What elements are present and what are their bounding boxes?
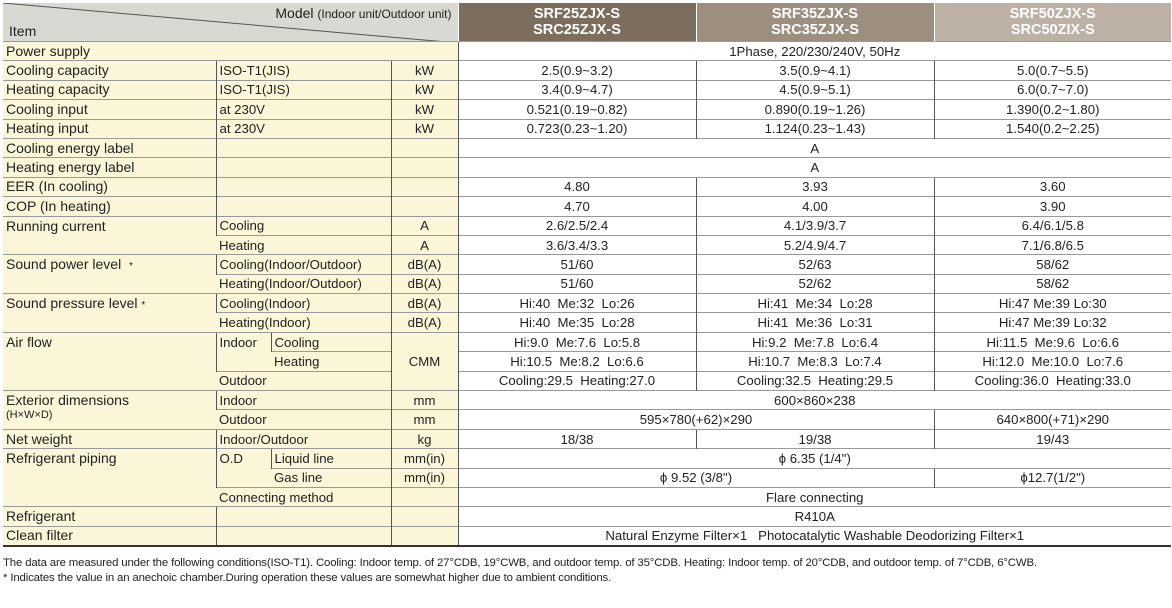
row-label: Refrigerant piping — [3, 449, 216, 507]
footnote-conditions: The data are measured under the following conditions(ISO-T1). Cooling: Indoor temp. of 27°CDB, 19°CWB, and outdoor temp. of 35°CDB. Heating: Indoor temp. of 20°CDB, and outdoor temp. of 7°CDB, 6°CWB. — [3, 557, 1037, 569]
model-column-2: SRF35ZJX-S SRC35ZJX-S — [696, 3, 934, 42]
cell-value: 3.5(0.9~4.1) — [696, 61, 934, 80]
table-row-heating-input — [3, 119, 1171, 138]
table-row-cooling-energy-label — [3, 138, 1171, 157]
row-label: Air flow — [3, 332, 216, 390]
row-condition: Heating(Indoor/Outdoor) — [216, 274, 391, 293]
empty-cell — [391, 177, 458, 196]
cell-value: 18/38 — [458, 429, 696, 448]
cell-value: 58/62 — [934, 255, 1171, 274]
row-label: Cooling input — [3, 100, 216, 119]
row-unit: kW — [391, 80, 458, 99]
cell-value: 3.6/3.4/3.3 — [458, 235, 696, 254]
table-row-running-current-cooling — [3, 216, 1171, 235]
empty-cell — [391, 197, 458, 216]
table-row-cooling-input — [3, 100, 1171, 119]
row-label: Cooling energy label — [3, 138, 216, 157]
row-label: Cooling capacity — [3, 61, 216, 80]
row-label: COP (In heating) — [3, 197, 216, 216]
row-subcondition: Cooling — [271, 332, 391, 351]
table-row-piping-liquid — [3, 449, 1171, 468]
cell-value: 51/60 — [458, 255, 696, 274]
cell-value: Hi:10.5 Me:8.2 Lo:6.6 — [458, 352, 696, 371]
cell-value: A — [458, 158, 1171, 177]
cell-value: 3.4(0.9~4.7) — [458, 80, 696, 99]
model-header: Model (Indoor unit/Outdoor unit) — [275, 5, 452, 21]
row-condition: Connecting method — [216, 487, 391, 506]
cell-value: 5.2/4.9/4.7 — [696, 235, 934, 254]
row-condition: Heating — [216, 235, 391, 254]
cell-value: Hi:41 Me:36 Lo:31 — [696, 313, 934, 332]
cell-value: Hi:47 Me:39 Lo:32 — [934, 313, 1171, 332]
cell-value: 4.00 — [696, 197, 934, 216]
cell-value: 3.90 — [934, 197, 1171, 216]
header-row — [3, 3, 1171, 42]
table-row-eer — [3, 177, 1171, 196]
cell-value: Hi:40 Me:35 Lo:28 — [458, 313, 696, 332]
row-subcondition: Gas line — [271, 468, 391, 487]
row-unit: mm — [391, 391, 458, 410]
row-unit: A — [391, 235, 458, 254]
cell-value: 52/63 — [696, 255, 934, 274]
cell-value: 1.390(0.2~1.80) — [934, 100, 1171, 119]
row-unit: dB(A) — [391, 255, 458, 274]
cell-value: Hi:11.5 Me:9.6 Lo:6.6 — [934, 332, 1171, 351]
cell-value: Hi:41 Me:34 Lo:28 — [696, 294, 934, 313]
table-row-heating-energy-label — [3, 158, 1171, 177]
row-label: Running current — [3, 216, 216, 255]
row-unit: mm(in) — [391, 468, 458, 487]
row-condition: O.D — [216, 449, 271, 488]
model-column-1: SRF25ZJX-S SRC25ZJX-S — [458, 3, 696, 42]
empty-cell — [216, 177, 391, 196]
cell-value: Flare connecting — [458, 487, 1171, 506]
row-condition: at 230V — [216, 100, 391, 119]
cell-value: Hi:47 Me:39 Lo:30 — [934, 294, 1171, 313]
cell-value: ϕ12.7(1/2") — [934, 468, 1171, 487]
cell-value: 58/62 — [934, 274, 1171, 293]
empty-cell — [216, 138, 391, 157]
table-row-power-supply — [3, 42, 1171, 61]
table-row-refrigerant — [3, 507, 1171, 526]
spec-table — [3, 3, 1171, 547]
cell-value: Hi:12.0 Me:10.0 Lo:7.6 — [934, 352, 1171, 371]
row-unit: dB(A) — [391, 294, 458, 313]
cell-value: Hi:9.0 Me:7.6 Lo:5.8 — [458, 332, 696, 351]
cell-value: 1Phase, 220/230/240V, 50Hz — [458, 42, 1171, 61]
table-row-air-flow-cooling — [3, 332, 1171, 351]
row-condition: ISO-T1(JIS) — [216, 61, 391, 80]
row-unit: mm(in) — [391, 449, 458, 468]
row-label: Power supply — [3, 42, 458, 61]
row-condition: Cooling(Indoor/Outdoor) — [216, 255, 391, 274]
cell-value: 2.6/2.5/2.4 — [458, 216, 696, 235]
cell-value: 3.60 — [934, 177, 1171, 196]
row-condition: Indoor — [216, 332, 271, 371]
row-subcondition: Liquid line — [271, 449, 391, 468]
row-unit: CMM — [391, 332, 458, 390]
table-row-net-weight — [3, 429, 1171, 448]
cell-value: A — [458, 138, 1171, 157]
row-condition: Cooling(Indoor) — [216, 294, 391, 313]
row-condition: Cooling — [216, 216, 391, 235]
cell-value: 52/62 — [696, 274, 934, 293]
table-row-sound-power-cooling — [3, 255, 1171, 274]
cell-value: ϕ 6.35 (1/4") — [458, 449, 1171, 468]
cell-value: 1.540(0.2~2.25) — [934, 119, 1171, 138]
row-condition: Outdoor — [216, 371, 391, 390]
cell-value: 6.4/6.1/5.8 — [934, 216, 1171, 235]
empty-cell — [216, 526, 391, 546]
cell-value: 19/43 — [934, 429, 1171, 448]
row-label: Heating energy label — [3, 158, 216, 177]
table-row-clean-filter — [3, 526, 1171, 546]
row-unit: A — [391, 216, 458, 235]
row-subcondition: Heating — [271, 352, 391, 371]
cell-value: Cooling:29.5 Heating:27.0 — [458, 371, 696, 390]
cell-value: 0.723(0.23~1.20) — [458, 119, 696, 138]
cell-value: 3.93 — [696, 177, 934, 196]
cell-value: Hi:10.7 Me:8.3 Lo:7.4 — [696, 352, 934, 371]
header-corner-cell — [3, 3, 458, 42]
row-unit: mm — [391, 410, 458, 429]
table-row-cop — [3, 197, 1171, 216]
row-condition: Outdoor — [216, 410, 391, 429]
empty-cell — [391, 138, 458, 157]
empty-cell — [216, 158, 391, 177]
row-unit: kW — [391, 100, 458, 119]
table-row-sound-pressure-cooling — [3, 294, 1171, 313]
cell-value: 0.521(0.19~0.82) — [458, 100, 696, 119]
row-condition: at 230V — [216, 119, 391, 138]
cell-value: 4.80 — [458, 177, 696, 196]
empty-cell — [216, 507, 391, 526]
cell-value: 595×780(+62)×290 — [458, 410, 934, 429]
row-label: Sound power level * — [3, 255, 216, 294]
cell-value: 6.0(0.7~7.0) — [934, 80, 1171, 99]
row-unit: dB(A) — [391, 274, 458, 293]
cell-value: R410A — [458, 507, 1171, 526]
cell-value: 4.70 — [458, 197, 696, 216]
footnote-anechoic: * Indicates the value in an anechoic chamber.During operation these values are somewhat higher due to ambient conditions. — [3, 572, 612, 584]
cell-value: 640×800(+71)×290 — [934, 410, 1171, 429]
cell-value: 4.1/3.9/3.7 — [696, 216, 934, 235]
row-label: EER (In cooling) — [3, 177, 216, 196]
cell-value: 0.890(0.19~1.26) — [696, 100, 934, 119]
row-label: Sound pressure level * — [3, 294, 216, 333]
row-label: Clean filter — [3, 526, 216, 546]
row-label: Heating input — [3, 119, 216, 138]
cell-value: 4.5(0.9~5.1) — [696, 80, 934, 99]
empty-cell — [391, 487, 458, 506]
row-label: Heating capacity — [3, 80, 216, 99]
table-row-cooling-capacity — [3, 61, 1171, 80]
cell-value: Natural Enzyme Filter×1 Photocatalytic Washable Deodorizing Filter×1 — [458, 526, 1171, 546]
table-row-heating-capacity — [3, 80, 1171, 99]
row-unit: dB(A) — [391, 313, 458, 332]
row-label: Refrigerant — [3, 507, 216, 526]
cell-value: 2.5(0.9~3.2) — [458, 61, 696, 80]
item-header: Item — [9, 23, 37, 39]
empty-cell — [391, 158, 458, 177]
cell-value: Cooling:36.0 Heating:33.0 — [934, 371, 1171, 390]
cell-value: ϕ 9.52 (3/8") — [458, 468, 934, 487]
row-label: Net weight — [3, 429, 216, 448]
cell-value: 600×860×238 — [458, 391, 1171, 410]
cell-value: Cooling:32.5 Heating:29.5 — [696, 371, 934, 390]
cell-value: 7.1/6.8/6.5 — [934, 235, 1171, 254]
row-condition: Heating(Indoor) — [216, 313, 391, 332]
cell-value: 51/60 — [458, 274, 696, 293]
empty-cell — [216, 197, 391, 216]
model-column-3: SRF50ZJX-S SRC50ZIX-S — [934, 3, 1171, 42]
row-condition: Indoor — [216, 391, 391, 410]
row-label: Exterior dimensions (H×W×D) — [3, 391, 216, 430]
row-unit: kW — [391, 119, 458, 138]
empty-cell — [391, 526, 458, 546]
table-row-exterior-indoor — [3, 391, 1171, 410]
row-condition: ISO-T1(JIS) — [216, 80, 391, 99]
cell-value: 19/38 — [696, 429, 934, 448]
row-unit: kg — [391, 429, 458, 448]
row-condition: Indoor/Outdoor — [216, 429, 391, 448]
cell-value: 1.124(0.23~1.43) — [696, 119, 934, 138]
cell-value: 5.0(0.7~5.5) — [934, 61, 1171, 80]
empty-cell — [391, 507, 458, 526]
row-unit: kW — [391, 61, 458, 80]
cell-value: Hi:9.2 Me:7.8 Lo:6.4 — [696, 332, 934, 351]
cell-value: Hi:40 Me:32 Lo:26 — [458, 294, 696, 313]
